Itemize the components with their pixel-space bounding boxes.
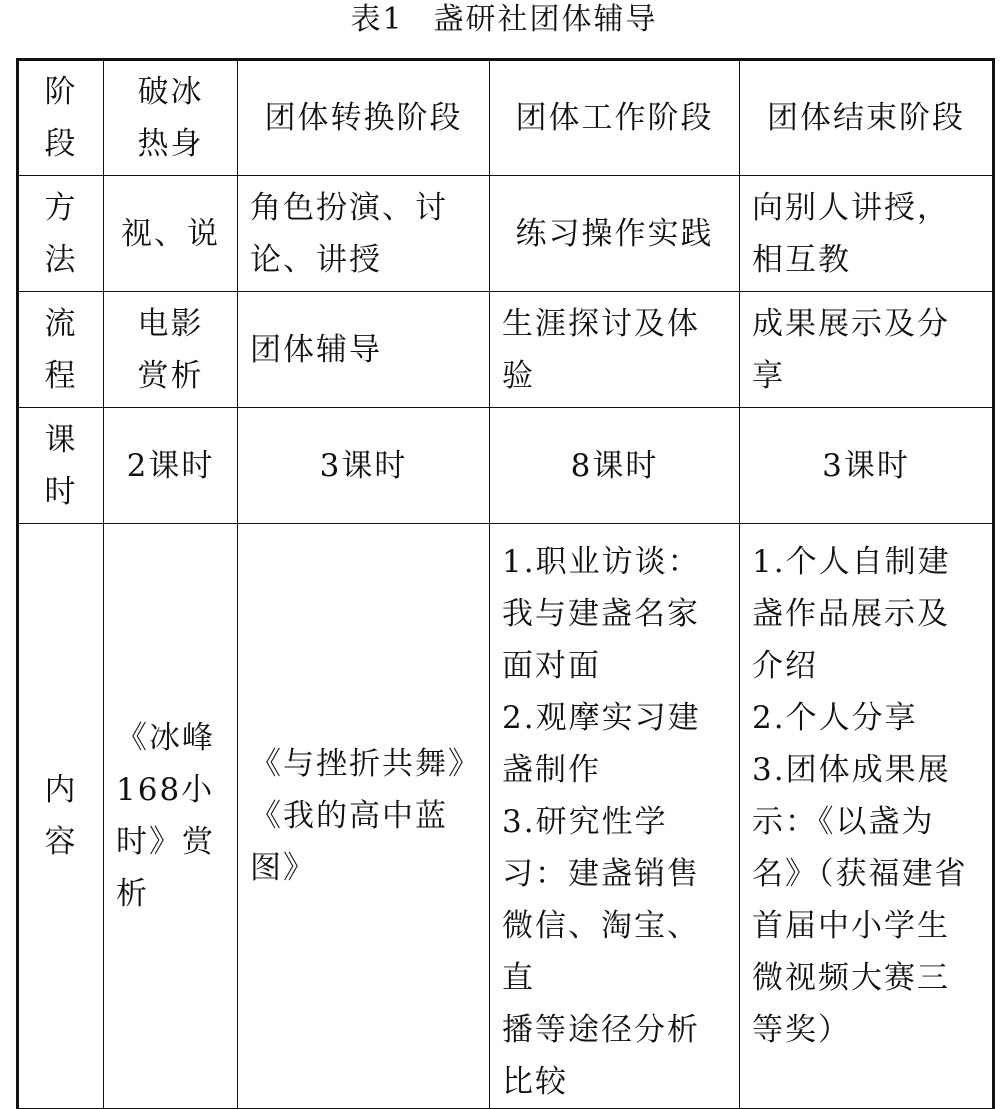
table-caption [0, 0, 1008, 48]
row-header-content: 内 容 [18, 524, 104, 1109]
cell-content-ending: 1.个人自制建 盏作品展示及 介绍 2.个人分享 3.团体成果展 示：《以盏为 名》（获福建省 首届中小学生 微视频大赛三 等奖） [740, 524, 994, 1109]
cell-content-working: 1.职业访谈： 我与建盏名家 面对面 2.观摩实习建 盏制作 3.研究性学 习：建盏销售 微信、淘宝、直 播等途径分析 比较 [490, 524, 740, 1109]
cell-icebreak: 破冰 热身 [104, 60, 238, 176]
row-header-process: 流 程 [18, 292, 104, 408]
cell-process-ending: 成果展示及分 享 [740, 292, 994, 408]
table-title: 盏研社团体辅导 [433, 2, 658, 37]
group-counseling-table [16, 58, 995, 1109]
table-number: 表1 [350, 2, 404, 37]
row-header-method: 方 法 [18, 176, 104, 292]
cell-method-ending: 向别人讲授， 相互教 [740, 176, 994, 292]
cell-hours-ending: 3课时 [740, 408, 994, 524]
row-header-hours: 课 时 [18, 408, 104, 524]
cell-process-transition: 团体辅导 [238, 292, 490, 408]
cell-content-icebreak: 《冰峰 168小 时》赏 析 [104, 524, 238, 1109]
cell-hours-working: 8课时 [490, 408, 740, 524]
table-row-content [18, 524, 994, 1109]
table-row-method [18, 176, 994, 292]
cell-process-icebreak: 电影 赏析 [104, 292, 238, 408]
cell-ending: 团体结束阶段 [740, 60, 994, 176]
table-row-process [18, 292, 994, 408]
cell-method-transition: 角色扮演、讨 论、讲授 [238, 176, 490, 292]
cell-hours-icebreak: 2课时 [104, 408, 238, 524]
row-header-stage: 阶 段 [18, 60, 104, 176]
cell-method-icebreak: 视、说 [104, 176, 238, 292]
cell-transition: 团体转换阶段 [238, 60, 490, 176]
table-row-stage [18, 60, 994, 176]
table-row-hours [18, 408, 994, 524]
cell-content-transition: 《与挫折共舞》 《我的高中蓝 图》 [238, 524, 490, 1109]
cell-process-working: 生涯探讨及体 验 [490, 292, 740, 408]
cell-hours-transition: 3课时 [238, 408, 490, 524]
cell-method-working: 练习操作实践 [490, 176, 740, 292]
cell-working: 团体工作阶段 [490, 60, 740, 176]
